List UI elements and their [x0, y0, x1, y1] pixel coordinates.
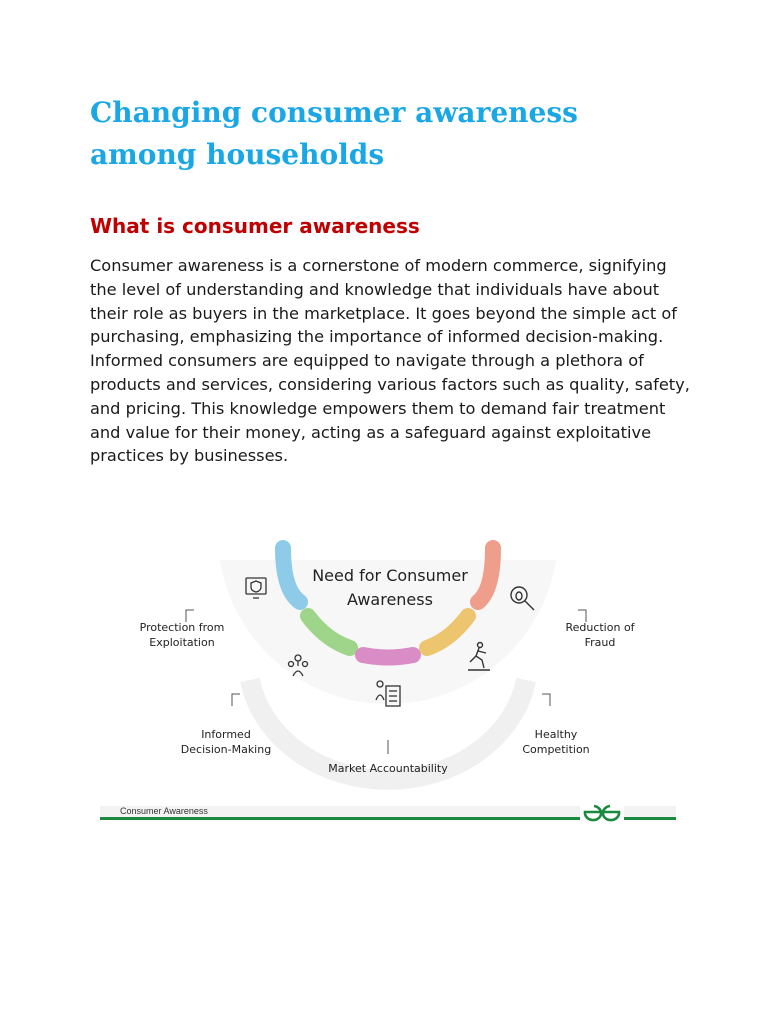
section-heading: What is consumer awareness	[90, 214, 420, 238]
gfg-logo	[580, 800, 624, 824]
body-paragraph: Consumer awareness is a cornerstone of modern commerce, signifying the level of understanding and knowledge that individuals have about their role as buyers in the marketplace. It goes beyond the simple act of purchasing, emphasizing the importance of informed decision-making. Informed consumers are equipped to navigate through a plethora of products and services, considering various factors such as quality, safety, and pricing. This knowledge empowers them to demand fair treatment and value for their money, acting as a safeguard against exploitative practices by businesses.	[90, 256, 690, 466]
label-competition: Healthy Competition	[522, 728, 590, 756]
caption-text: Consumer Awareness	[120, 806, 208, 816]
bracket-informed	[232, 694, 240, 706]
page-title: Changing consumer awareness among households	[90, 96, 578, 171]
label-accountability: Market Accountability	[328, 762, 448, 775]
label-fraud: Reduction of Fraud	[565, 621, 635, 649]
consumer-awareness-infographic	[100, 530, 676, 825]
bracket-competition	[542, 694, 550, 706]
arc-segment-pink	[363, 655, 413, 658]
label-informed: Informed Decision-Making	[180, 728, 272, 756]
infographic-title: Need for Consumer Awareness	[312, 566, 468, 609]
label-protection: Protection from Exploitation	[139, 621, 225, 649]
gfg-logo-icon	[580, 800, 624, 824]
